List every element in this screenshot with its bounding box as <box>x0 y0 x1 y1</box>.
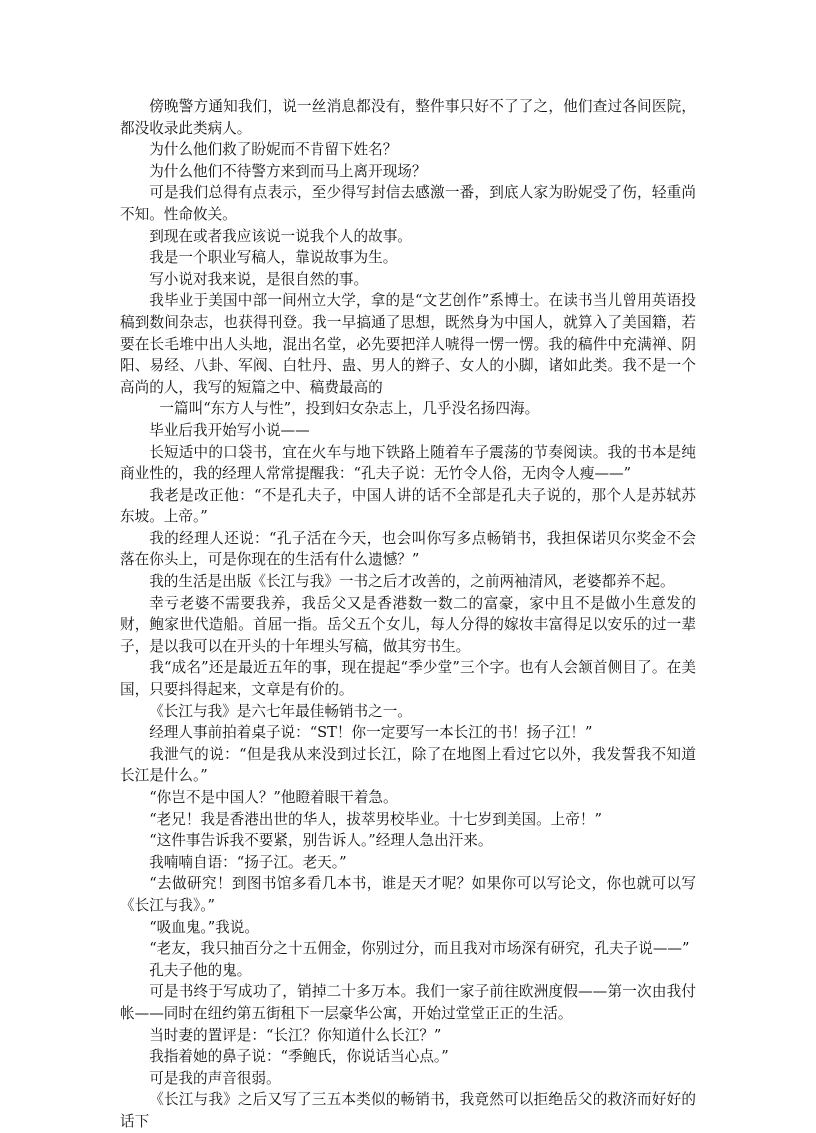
paragraph: 可是书终于写成功了，销掉二十多万本。我们一家子前往欧洲度假——第一次由我付帐——同时在纽约第五街租下一层豪华公寓，开始过堂堂正正的生活。 <box>120 983 696 1022</box>
paragraph: 为什么他们不待警方来到而马上离开现场？ <box>149 162 427 180</box>
paragraph: 我喃喃自语：“扬子江。老天。” <box>149 853 347 871</box>
paragraph: 我的经理人还说：“孔子活在今天，也会叫你写多点畅销书，我担保诺贝尔奖金不会落在你头上，可是你现在的生活有什么遗憾？” <box>120 529 696 569</box>
paragraph: 可是我们总得有点表示，至少得写封信去感激一番，到底人家为盼妮受了伤，轻重尚不知。性命攸关。 <box>120 184 696 223</box>
paragraph: 幸亏老婆不需要我养，我岳父又是香港数一数二的富豪，家中且不是做小生意发的财，鲍家世代造船。首屈一指。岳父五个女儿，每人分得的嫁妆丰富得足以安乐的过一辈子，是以我可以在开头的十年埋头写稿，做其穷书生。 <box>120 594 696 655</box>
paragraph: 毕业后我开始写小说—— <box>149 421 310 439</box>
paragraph: “老友，我只抽百分之十五佣金，你别过分，而且我对市场深有研究，孔夫子说——” <box>149 940 690 958</box>
paragraph: “去做研究！到图书馆多看几本书，谁是天才呢？如果你可以写论文，你也就可以写《长江与我》。” <box>120 875 696 914</box>
paragraph: 到现在或者我应该说一说我个人的故事。 <box>149 227 412 245</box>
paragraph: 《长江与我》之后又写了三五本类似的畅销书，我竟然可以拒绝岳父的救济而好好的话下 <box>120 1091 696 1130</box>
paragraph: 孔夫子他的鬼。 <box>149 961 252 979</box>
paragraph: 我泄气的说：“但是我从来没到过长江，除了在地图上看过它以外，我发誓我不知道长江是什么。” <box>120 745 696 785</box>
paragraph: “吸血鬼。”我说。 <box>149 918 259 936</box>
body-text <box>120 96 696 1133</box>
paragraph: 我“成名”还是最近五年的事，现在提起“季少堂”三个字。也有人会颔首侧目了。在美国，只要抖得起来，文章是有价的。 <box>120 659 696 699</box>
paragraph: 我老是改正他：“不是孔夫子，中国人讲的话不全部是孔夫子说的，那个人是苏轼苏东坡。上帝。” <box>120 486 696 526</box>
paragraph: 傍晚警方通知我们，说一丝消息都没有，整件事只好不了了之，他们查过各间医院，都没收录此类病人。 <box>120 98 696 137</box>
paragraph: “老兄！我是香港出世的华人，拔萃男校毕业。十七岁到美国。上帝！” <box>149 810 602 828</box>
paragraph: 我的生活是出版《长江与我》一书之后才改善的，之前两袖清风，老婆都养不起。 <box>149 573 675 591</box>
paragraph: 我指着她的鼻子说：“季鲍氏，你说话当心点。” <box>149 1048 449 1066</box>
paragraph: 经理人事前拍着桌子说：“ST！你一定要写一本长江的书！扬子江！” <box>149 724 593 742</box>
paragraph: 《长江与我》是六七年最佳畅销书之一。 <box>149 702 412 720</box>
paragraph: 我是一个职业写稿人，靠说故事为生。 <box>149 249 398 267</box>
paragraph: 为什么他们救了盼妮而不肯留下姓名？ <box>149 141 398 159</box>
paragraph: “你岂不是中国人？”他瞪着眼干着急。 <box>149 789 398 806</box>
paragraph: 长短适中的口袋书，宜在火车与地下铁路上随着车子震荡的节奏阅读。我的书本是纯商业性的，我的经理人常常提醒我：“孔夫子说：无竹令人俗，无肉令人瘦——” <box>120 443 696 483</box>
paragraph: “这件事告诉我不要紧，别告诉人。”经理人急出汗来。 <box>149 832 493 850</box>
paragraph: 可是我的声音很弱。 <box>149 1069 281 1087</box>
paragraph: 我毕业于美国中部一间州立大学，拿的是“文艺创作”系博士。在读书当儿曾用英语投稿到数间杂志，也获得刊登。我一早搞通了思想，既然身为中国人，就算入了美国籍，若要在长毛堆中出人头地，混出名堂，必先要把洋人唬得一愣一愣。我的稿件中充满禅、阴阳、易经、八卦、军阀、白牡丹、蛊、男人的辫子、女人的小脚，诸如此类。我不是一个高尚的人，我写的短篇之中、稿费最高的 <box>120 292 696 396</box>
paragraph: 写小说对我来说，是很自然的事。 <box>149 270 369 288</box>
paragraph: 一篇叫“东方人与性”，投到妇女杂志上，几乎没名扬四海。 <box>159 400 540 418</box>
paragraph: 当时妻的置评是：“长江？你知道什么长江？” <box>149 1026 442 1044</box>
